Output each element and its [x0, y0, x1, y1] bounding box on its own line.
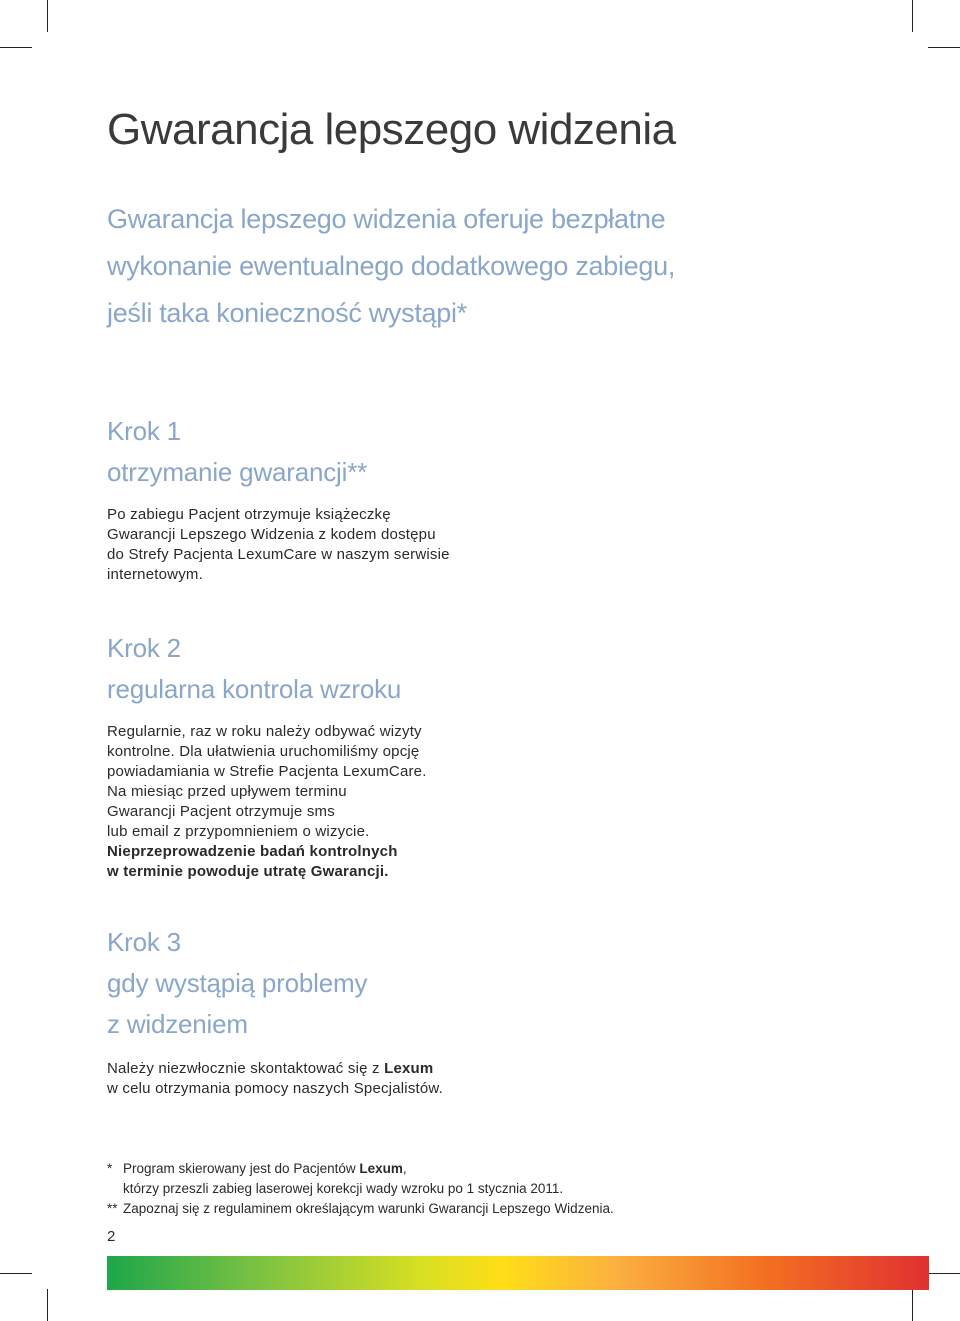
intro-line: wykonanie ewentualnego dodatkowego zabiegu,	[107, 251, 676, 281]
step-title	[107, 963, 443, 1045]
step-1	[107, 411, 450, 585]
step-title	[107, 669, 427, 710]
step-body	[107, 1059, 443, 1099]
step-warning-line: Nieprzeprowadzenie badań kontrolnych	[107, 843, 398, 860]
step-body-line: internetowym.	[107, 566, 203, 583]
footnote-1	[107, 1159, 614, 1179]
footnote-text	[123, 1159, 407, 1179]
footnote-marker: **	[107, 1201, 118, 1216]
brand-name: Lexum	[384, 1060, 434, 1077]
footnote-text: Zapoznaj się z regulaminem określającym warunki Gwarancji Lepszego Widzenia.	[123, 1201, 614, 1216]
step-body-line: w celu otrzymania pomocy naszych Specjalistów.	[107, 1080, 444, 1097]
brand-name: Lexum	[359, 1161, 403, 1176]
footnote-2	[107, 1199, 614, 1219]
step-title	[107, 452, 450, 493]
crop-mark-top-left	[47, 0, 48, 32]
step-warning-line: w terminie powoduje utratę Gwarancji.	[107, 863, 389, 880]
step-body	[107, 505, 450, 585]
crop-mark-right-top	[928, 47, 960, 48]
step-body-line: powiadamiania w Strefie Pacjenta LexumCare.	[107, 763, 427, 780]
step-title-line: regularna kontrola wzroku	[107, 674, 402, 704]
step-body-line: lub email z przypomnieniem o wizycie.	[107, 823, 370, 840]
footnote-text-part: ,	[402, 1161, 407, 1176]
color-gradient-bar	[107, 1256, 929, 1290]
footnotes	[107, 1159, 614, 1219]
crop-mark-top-right	[912, 0, 913, 32]
crop-mark-right-bottom	[928, 1273, 960, 1274]
step-title-line: otrzymanie gwarancji**	[107, 457, 368, 487]
page-number: 2	[107, 1228, 116, 1245]
step-2	[107, 628, 427, 882]
step-3	[107, 922, 443, 1099]
step-body-line: Regularnie, raz w roku należy odbywać wizyty	[107, 723, 422, 740]
step-body-line: Na miesiąc przed upływem terminu	[107, 783, 347, 800]
crop-mark-left-bottom	[0, 1273, 32, 1274]
step-number: Krok 2	[107, 633, 181, 663]
step-title-line: gdy wystąpią problemy	[107, 968, 368, 998]
footnote-marker: *	[107, 1161, 113, 1176]
step-body-line: Po zabiegu Pacjent otrzymuje książeczkę	[107, 506, 391, 523]
footnote-text-part: Program skierowany jest do Pacjentów	[123, 1161, 360, 1176]
step-body-line	[107, 1059, 443, 1079]
step-body-line: do Strefy Pacjenta LexumCare w naszym serwisie	[107, 546, 450, 563]
intro-text	[107, 196, 675, 337]
step-body	[107, 722, 427, 882]
step-number: Krok 1	[107, 416, 181, 446]
step-body-line: Gwarancji Pacjent otrzymuje sms	[107, 803, 335, 820]
crop-mark-bottom-right	[912, 1289, 913, 1321]
step-body-line: Gwarancji Lepszego Widzenia z kodem dostępu	[107, 526, 436, 543]
footnote-1-continued: którzy przeszli zabieg laserowej korekcji wady wzroku po 1 stycznia 2011.	[123, 1181, 564, 1196]
intro-line: Gwarancja lepszego widzenia oferuje bezpłatne	[107, 204, 666, 234]
intro-line: jeśli taka konieczność wystąpi*	[107, 298, 467, 328]
step-number: Krok 3	[107, 927, 181, 957]
page-title: Gwarancja lepszego widzenia	[107, 105, 676, 154]
crop-mark-bottom-left	[47, 1289, 48, 1321]
step-title-line: z widzeniem	[107, 1009, 248, 1039]
crop-mark-left-top	[0, 47, 32, 48]
step-body-line: kontrolne. Dla ułatwienia uruchomiliśmy opcję	[107, 743, 420, 760]
step-body-text: Należy niezwłocznie skontaktować się z	[107, 1060, 385, 1077]
